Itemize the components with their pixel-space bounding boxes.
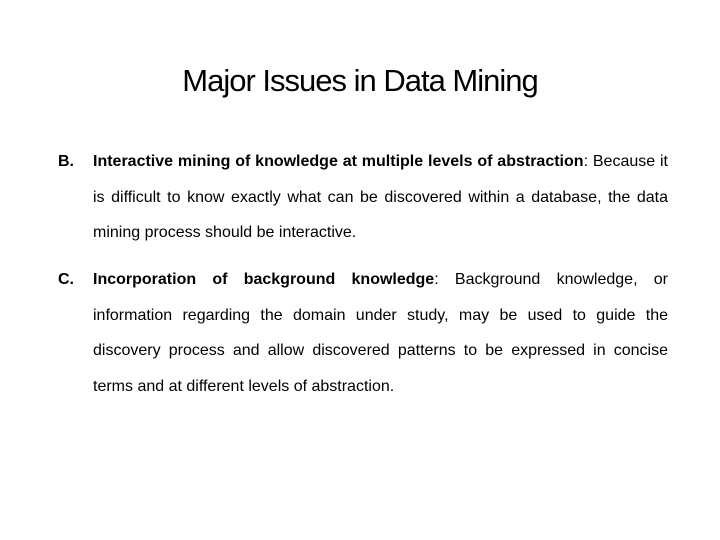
list-marker-c: C. — [58, 271, 74, 288]
list-item-b-body: Because it is difficult to know exactly what can be discovered within a database, the data mining process should be interactive. — [93, 153, 669, 241]
slide-title: Major Issues in Data Mining — [182, 63, 538, 98]
list-marker-b: B. — [58, 153, 74, 170]
list-item-b-heading: Interactive mining of knowledge at multiple levels of abstraction — [93, 153, 584, 170]
list-item-b — [58, 144, 668, 251]
list-item-c-heading: Incorporation of background knowledge — [93, 271, 435, 288]
list-item-c-text — [93, 262, 668, 404]
list-item-c — [58, 262, 668, 404]
list-item-b-separator: : — [583, 153, 589, 170]
list-item-c-separator: : — [434, 271, 439, 288]
list-item-b-text — [93, 144, 668, 251]
list-item-c-body: Background knowledge, or information regarding the domain under study, may be used to guide the discovery process and allow discovered patterns to be expressed in concise terms and at different levels of abstraction. — [93, 271, 668, 395]
